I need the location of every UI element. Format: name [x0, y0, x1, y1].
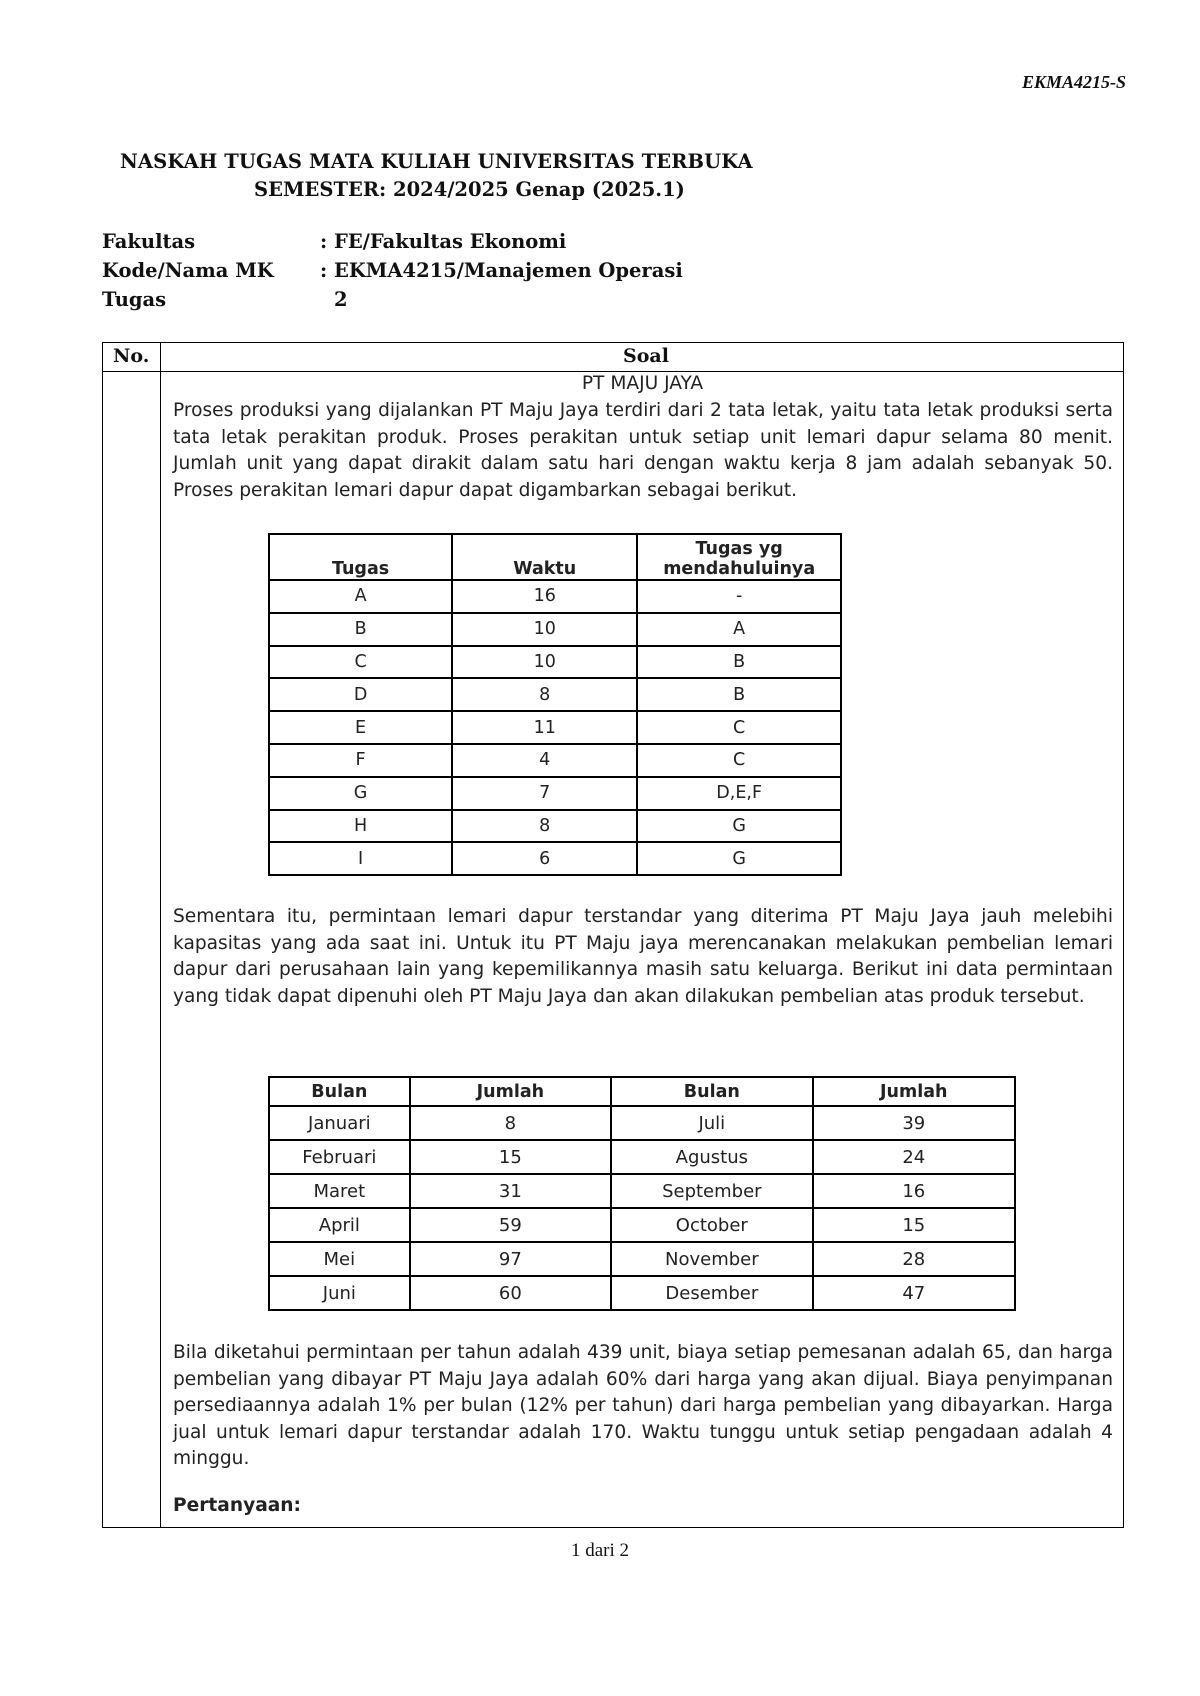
- paragraph-intro: Proses produksi yang dijalankan PT Maju Jaya terdiri dari 2 tata letak, yaitu tata letak produksi serta tata letak perakitan produk. Proses perakitan untuk setiap unit lemari dapur selama 80 menit. Jumlah unit yang dapat dirakit dalam satu hari dengan waktu kerja 8 jam adalah sebanyak 50. Proses perakitan lemari dapur dapat digambarkan sebagai berikut.: [173, 400, 1113, 501]
- task-table-row: [269, 678, 841, 711]
- table-cell: 47: [813, 1276, 1015, 1310]
- table-cell: 97: [410, 1242, 611, 1276]
- header-cell: Jumlah: [410, 1077, 611, 1106]
- table-cell: 8: [410, 1106, 611, 1140]
- meta-value: 2: [334, 288, 348, 311]
- table-cell: B: [637, 678, 841, 711]
- table-cell: 8: [452, 678, 637, 711]
- question-table: [102, 342, 1124, 1528]
- table-cell: A: [269, 580, 452, 613]
- table-cell: 15: [410, 1140, 611, 1174]
- demand-table-row: [269, 1106, 1015, 1140]
- table-cell: 16: [452, 580, 637, 613]
- table-cell: Februari: [269, 1140, 410, 1174]
- table-cell: November: [611, 1242, 813, 1276]
- header-cell: Tugas: [269, 534, 452, 580]
- semester-title: SEMESTER: 2024/2025 Genap (2025.1): [254, 178, 685, 201]
- table-cell: 15: [813, 1208, 1015, 1242]
- demand-table-row: [269, 1140, 1015, 1174]
- table-cell: D: [269, 678, 452, 711]
- task-table-row: [269, 711, 841, 744]
- task-table-row: [269, 810, 841, 843]
- table-cell: G: [637, 810, 841, 843]
- table-cell: 31: [410, 1174, 611, 1208]
- document-title: NASKAH TUGAS MATA KULIAH UNIVERSITAS TERBUKA: [120, 150, 753, 173]
- table-cell: F: [269, 744, 452, 777]
- column-separator: [160, 343, 161, 1527]
- table-cell: G: [269, 777, 452, 810]
- demand-table: [268, 1076, 1016, 1311]
- table-cell: 11: [452, 711, 637, 744]
- table-cell: G: [637, 842, 841, 875]
- header-cell: Waktu: [452, 534, 637, 580]
- page-number: 1 dari 2: [570, 1540, 630, 1561]
- task-table-row: [269, 744, 841, 777]
- table-cell: C: [269, 646, 452, 679]
- demand-table-row: [269, 1174, 1015, 1208]
- table-cell: A: [637, 613, 841, 646]
- table-cell: Agustus: [611, 1140, 813, 1174]
- table-cell: 10: [452, 613, 637, 646]
- task-table-row: [269, 777, 841, 810]
- task-table-row: [269, 613, 841, 646]
- header-cell: Jumlah: [813, 1077, 1015, 1106]
- table-cell: 16: [813, 1174, 1015, 1208]
- task-table-row: [269, 580, 841, 613]
- table-cell: 59: [410, 1208, 611, 1242]
- table-cell: D,E,F: [637, 777, 841, 810]
- header-cell: Tugas yg mendahuluinya: [637, 534, 841, 580]
- meta-value: : FE/Fakultas Ekonomi: [320, 230, 567, 253]
- table-cell: 24: [813, 1140, 1015, 1174]
- paragraph-demand: Sementara itu, permintaan lemari dapur terstandar yang diterima PT Maju Jaya jauh melebihi kapasitas yang ada saat ini. Untuk itu PT Maju jaya merencanakan melakukan pembelian lemari dapur dari perusahaan lain yang kepemilikannya masih satu keluarga. Berikut ini data permintaan yang tidak dapat dipenuhi oleh PT Maju Jaya dan akan dilakukan pembelian atas produk tersebut.: [173, 906, 1113, 1007]
- document-code: EKMA4215-S: [1021, 72, 1126, 92]
- company-name: PT MAJU JAYA: [581, 373, 704, 394]
- demand-table-row: [269, 1276, 1015, 1310]
- demand-table-row: [269, 1208, 1015, 1242]
- task-table-row: [269, 646, 841, 679]
- table-cell: E: [269, 711, 452, 744]
- table-cell: Januari: [269, 1106, 410, 1140]
- table-cell: B: [637, 646, 841, 679]
- questions-label: Pertanyaan:: [173, 1495, 301, 1516]
- table-cell: April: [269, 1208, 410, 1242]
- demand-table-row: [269, 1242, 1015, 1276]
- question-table-header: [103, 343, 1123, 372]
- header-cell: Bulan: [269, 1077, 410, 1106]
- task-table-row: [269, 842, 841, 875]
- paragraph-cost: Bila diketahui permintaan per tahun adalah 439 unit, biaya setiap pemesanan adalah 65, dan harga pembelian yang dibayar PT Maju Jaya adalah 60% dari harga yang akan dijual. Biaya penyimpanan persediaannya adalah 1% per bulan (12% per tahun) dari harga pembelian yang dibayarkan. Harga jual untuk lemari dapur terstandar adalah 170. Waktu tunggu untuk setiap pengadaan adalah 4 minggu.: [173, 1342, 1113, 1470]
- meta-label: Fakultas: [102, 230, 196, 253]
- task-table: [268, 533, 842, 876]
- meta-label: Tugas: [102, 288, 167, 311]
- table-cell: September: [611, 1174, 813, 1208]
- table-cell: C: [637, 711, 841, 744]
- header-no: No.: [113, 345, 150, 367]
- table-cell: 8: [452, 810, 637, 843]
- table-cell: B: [269, 613, 452, 646]
- table-cell: Juni: [269, 1276, 410, 1310]
- table-cell: 4: [452, 744, 637, 777]
- table-cell: 39: [813, 1106, 1015, 1140]
- table-cell: Mei: [269, 1242, 410, 1276]
- meta-label: Kode/Nama MK: [102, 259, 274, 282]
- table-cell: Desember: [611, 1276, 813, 1310]
- table-cell: 6: [452, 842, 637, 875]
- table-cell: I: [269, 842, 452, 875]
- table-cell: Maret: [269, 1174, 410, 1208]
- meta-value: : EKMA4215/Manajemen Operasi: [320, 259, 683, 282]
- table-cell: H: [269, 810, 452, 843]
- table-cell: 60: [410, 1276, 611, 1310]
- header-soal: Soal: [623, 345, 669, 367]
- table-cell: C: [637, 744, 841, 777]
- table-cell: 28: [813, 1242, 1015, 1276]
- table-cell: 10: [452, 646, 637, 679]
- table-cell: 7: [452, 777, 637, 810]
- table-cell: -: [637, 580, 841, 613]
- table-cell: Juli: [611, 1106, 813, 1140]
- table-cell: October: [611, 1208, 813, 1242]
- demand-table-header: [269, 1077, 1015, 1106]
- header-cell: Bulan: [611, 1077, 813, 1106]
- task-table-header: [269, 534, 841, 580]
